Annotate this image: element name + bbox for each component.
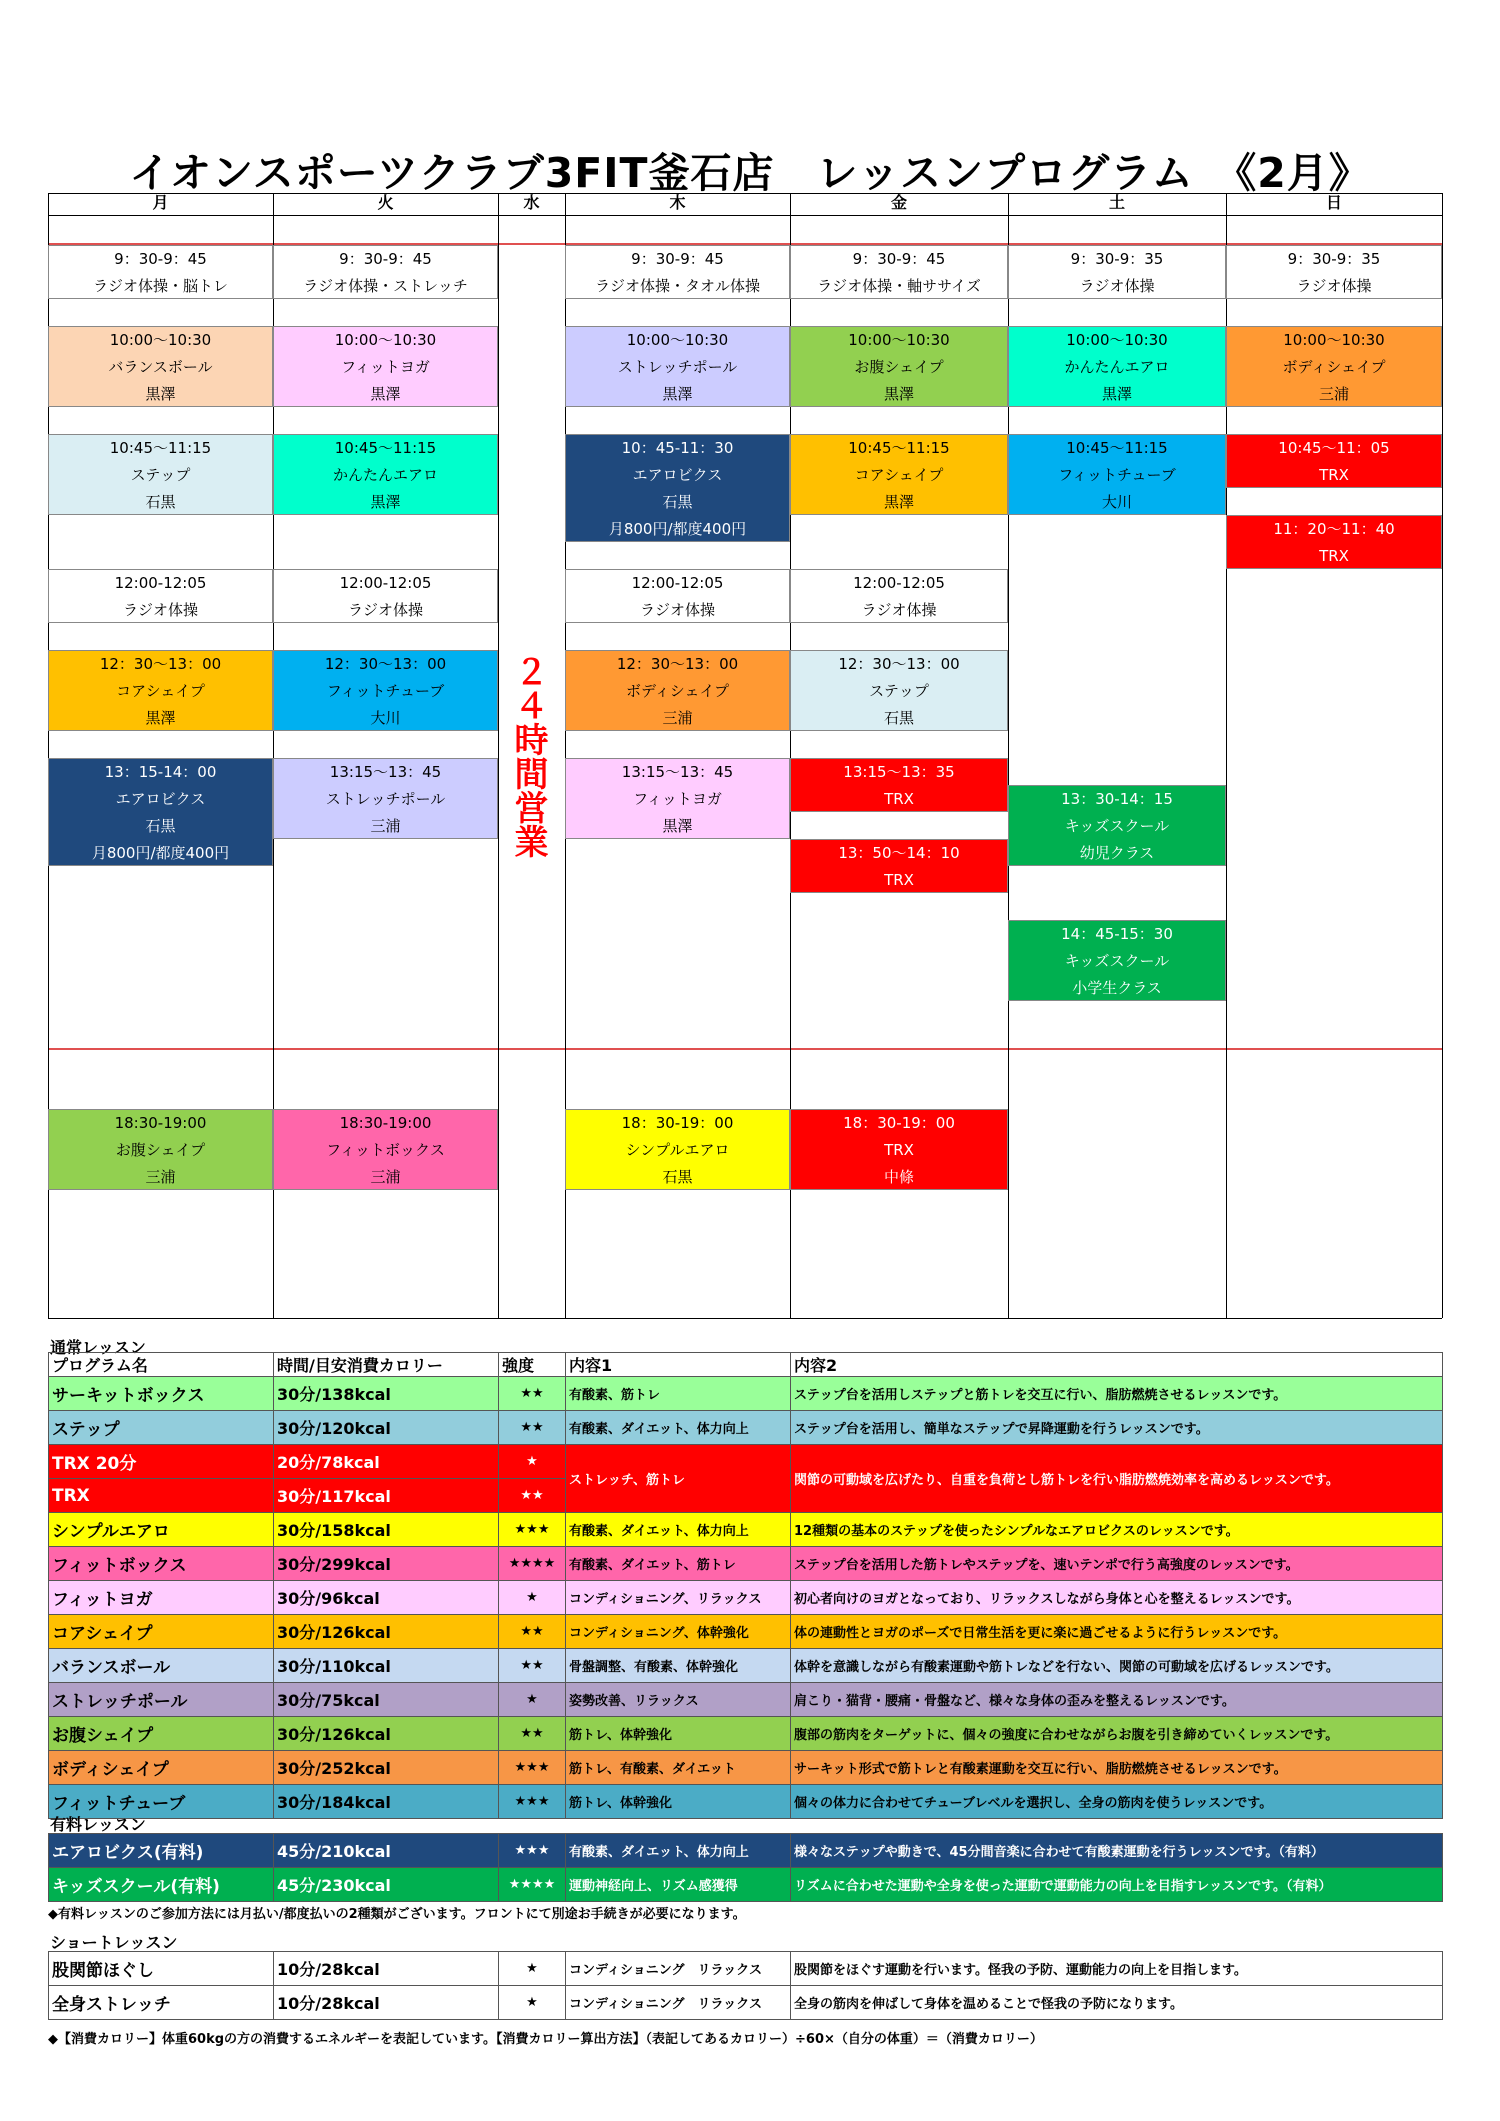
program-name: ストレッチポール bbox=[49, 1683, 274, 1717]
program-content-1: 運動神経向上、リズム感獲得 bbox=[566, 1868, 791, 1902]
lesson-name: フィットヨガ bbox=[633, 790, 722, 808]
lesson-name: ボディシェイプ bbox=[1282, 358, 1386, 376]
page-title: イオンスポーツクラブ3FIT釜石店 レッスンプログラム 《2月》 bbox=[129, 149, 1371, 197]
lesson-time: 14：45-15：30 bbox=[1061, 925, 1173, 943]
program-intensity: ★ bbox=[499, 1986, 566, 2020]
program-name: 股関節ほぐし bbox=[49, 1952, 274, 1986]
lesson-time: 12:00-12:05 bbox=[853, 574, 945, 592]
column-line bbox=[1442, 193, 1443, 1318]
day-header-1: 火 bbox=[377, 193, 394, 212]
lesson-time: 18:30-19:00 bbox=[114, 1114, 207, 1132]
wednesday-24h-notice bbox=[498, 653, 565, 863]
lesson-detail: 大川 bbox=[1101, 493, 1132, 511]
program-content-1: 骨盤調整、有酸素、体幹強化 bbox=[566, 1649, 791, 1683]
lesson-block[interactable] bbox=[273, 569, 498, 623]
lesson-detail: 石黒 bbox=[145, 493, 176, 511]
lesson-time: 10:45～11:15 bbox=[1066, 439, 1168, 457]
lesson-name: フィットチューブ bbox=[1058, 466, 1176, 484]
program-content-1: 有酸素、ダイエット、体力向上 bbox=[566, 1411, 791, 1445]
regular-lessons-label: 通常レッスン bbox=[50, 1338, 146, 1357]
notice-char: ２ bbox=[514, 653, 549, 693]
short-lessons-label: ショートレッスン bbox=[50, 1933, 178, 1952]
lesson-block[interactable] bbox=[790, 434, 1008, 515]
program-time-calories: 10分/28kcal bbox=[274, 1952, 499, 1986]
program-content-2: 初心者向けのヨガとなっており、リラックスしながら身体と心を整えるレッスンです。 bbox=[791, 1581, 1443, 1615]
program-row bbox=[49, 1986, 1443, 2020]
lesson-time: 9：30-9：45 bbox=[114, 250, 207, 268]
program-row bbox=[49, 1445, 1443, 1479]
weekly-schedule-grid bbox=[48, 193, 1442, 1318]
lesson-block[interactable] bbox=[48, 326, 273, 407]
lesson-detail: 小学生クラス bbox=[1072, 979, 1162, 997]
lesson-name: ラジオ体操 bbox=[639, 601, 715, 619]
program-name: TRX 20分 bbox=[49, 1445, 274, 1479]
program-content-1: 筋トレ、体幹強化 bbox=[566, 1785, 791, 1819]
lesson-time: 13:15～13：45 bbox=[621, 763, 734, 781]
lesson-detail: 三浦 bbox=[145, 1168, 176, 1186]
program-row bbox=[49, 1834, 1443, 1868]
program-name: コアシェイプ bbox=[49, 1615, 274, 1649]
notice-char: 時 bbox=[514, 721, 549, 761]
program-name: サーキットボックス bbox=[49, 1377, 274, 1411]
program-row bbox=[49, 1547, 1443, 1581]
lesson-block[interactable] bbox=[1226, 326, 1442, 407]
table-header-0: プログラム名 bbox=[49, 1353, 274, 1377]
day-header-3: 木 bbox=[669, 193, 686, 212]
lesson-block[interactable] bbox=[48, 758, 273, 866]
program-time-calories: 30分/138kcal bbox=[274, 1377, 499, 1411]
lesson-block[interactable] bbox=[1226, 434, 1442, 488]
lesson-block[interactable] bbox=[48, 434, 273, 515]
program-intensity: ★ bbox=[499, 1581, 566, 1615]
lesson-time: 18：30-19：00 bbox=[621, 1114, 734, 1132]
lesson-name: TRX bbox=[884, 1141, 914, 1159]
lesson-block[interactable] bbox=[565, 245, 790, 299]
lesson-detail: 黒澤 bbox=[370, 385, 401, 403]
lesson-time: 9：30-9：45 bbox=[339, 250, 432, 268]
lesson-time: 12:00-12:05 bbox=[339, 574, 432, 592]
lesson-name: フィットボックス bbox=[326, 1141, 445, 1159]
lesson-name: TRX bbox=[1319, 547, 1349, 565]
lesson-name: ラジオ体操・タオル体操 bbox=[594, 277, 760, 295]
program-content-2: 体幹を意識しながら有酸素運動や筋トレなどを行ない、関節の可動域を広げるレッスンです。 bbox=[791, 1649, 1443, 1683]
lesson-detail: 三浦 bbox=[662, 709, 693, 727]
lesson-name: ラジオ体操・軸ササイズ bbox=[817, 277, 981, 295]
lesson-time: 13：50～14：10 bbox=[838, 844, 960, 862]
lesson-name: TRX bbox=[884, 790, 914, 808]
lesson-block[interactable] bbox=[565, 434, 790, 542]
lesson-detail: 石黒 bbox=[662, 1168, 693, 1186]
lesson-block[interactable] bbox=[1226, 515, 1442, 569]
program-content-1: コンディショニング リラックス bbox=[566, 1952, 791, 1986]
program-time-calories: 30分/110kcal bbox=[274, 1649, 499, 1683]
lesson-time: 13：30-14：15 bbox=[1061, 790, 1173, 808]
program-row bbox=[49, 1952, 1443, 1986]
paid-lessons-label: 有料レッスン bbox=[50, 1815, 146, 1834]
program-intensity: ★★ bbox=[499, 1479, 566, 1513]
lesson-detail: 石黒 bbox=[883, 709, 914, 727]
program-time-calories: 20分/78kcal bbox=[274, 1445, 499, 1479]
program-row bbox=[49, 1785, 1443, 1819]
lesson-block[interactable] bbox=[565, 326, 790, 407]
program-intensity: ★★★★ bbox=[499, 1547, 566, 1581]
program-content-1: 有酸素、筋トレ bbox=[566, 1377, 791, 1411]
lesson-time: 12：30～13：00 bbox=[838, 655, 960, 673]
lesson-time: 9：30-9：35 bbox=[1287, 250, 1381, 268]
lesson-block[interactable] bbox=[48, 569, 273, 623]
day-header-5: 土 bbox=[1108, 193, 1125, 212]
short-lessons-table bbox=[48, 1951, 1443, 2020]
lesson-block[interactable] bbox=[1226, 245, 1442, 299]
program-content-2: ステップ台を活用し、簡単なステップで昇降運動を行うレッスンです。 bbox=[791, 1411, 1443, 1445]
lesson-name: ラジオ体操 bbox=[347, 601, 423, 619]
program-content-1: コンディショニング リラックス bbox=[566, 1986, 791, 2020]
program-time-calories: 30分/184kcal bbox=[274, 1785, 499, 1819]
lesson-block[interactable] bbox=[273, 326, 498, 407]
table-header-row bbox=[49, 1353, 1443, 1377]
lesson-time: 12：30～13：00 bbox=[324, 655, 447, 673]
notice-char: 営 bbox=[514, 789, 549, 829]
lesson-time: 10:00～10:30 bbox=[334, 331, 437, 349]
lesson-block[interactable] bbox=[48, 245, 273, 299]
lesson-block[interactable] bbox=[790, 569, 1008, 623]
program-row bbox=[49, 1615, 1443, 1649]
lesson-block[interactable] bbox=[790, 326, 1008, 407]
lesson-block[interactable] bbox=[1008, 326, 1226, 407]
table-header-1: 時間/目安消費カロリー bbox=[274, 1353, 499, 1377]
lesson-time: 10:00～10:30 bbox=[109, 331, 212, 349]
lesson-time: 12:00-12:05 bbox=[631, 574, 724, 592]
program-intensity: ★★★ bbox=[499, 1751, 566, 1785]
lesson-time: 10:45～11:15 bbox=[334, 439, 437, 457]
program-row bbox=[49, 1868, 1443, 1902]
lesson-detail: 黒澤 bbox=[1101, 385, 1132, 403]
program-row bbox=[49, 1717, 1443, 1751]
program-content-1: 有酸素、ダイエット、体力向上 bbox=[566, 1834, 791, 1868]
program-name: TRX bbox=[49, 1479, 274, 1513]
calorie-footnote: ◆【消費カロリー】体重60kgの方の消費するエネルギーを表記しています。【消費カロリー算出方法】（表記してあるカロリー）÷60×（自分の体重）＝（消費カロリー） bbox=[48, 2032, 1043, 2047]
notice-char: 業 bbox=[514, 823, 549, 863]
program-intensity: ★★ bbox=[499, 1615, 566, 1649]
program-content-2: 腹部の筋肉をターゲットに、個々の強度に合わせながらお腹を引き締めていくレッスンです。 bbox=[791, 1717, 1443, 1751]
lesson-name: ステップ bbox=[869, 682, 929, 700]
program-content-2: 関節の可動域を広げたり、自重を負荷とし筋トレを行い脂肪燃焼効率を高めるレッスンです。 bbox=[791, 1445, 1443, 1513]
lesson-time: 12：30～13：00 bbox=[616, 655, 739, 673]
table-header-2: 強度 bbox=[499, 1353, 566, 1377]
lesson-detail: 黒澤 bbox=[883, 493, 914, 511]
lesson-time: 10:00～10:30 bbox=[1066, 331, 1168, 349]
grid-bottom-border bbox=[48, 1318, 1442, 1319]
lesson-name: エアロビクス bbox=[632, 466, 723, 484]
lesson-detail: 黒澤 bbox=[662, 817, 693, 835]
lesson-detail: 中條 bbox=[883, 1168, 914, 1186]
lesson-detail: 黒澤 bbox=[370, 493, 401, 511]
program-content-2: 12種類の基本のステップを使ったシンプルなエアロビクスのレッスンです。 bbox=[791, 1513, 1443, 1547]
program-intensity: ★ bbox=[499, 1952, 566, 1986]
lesson-name: かんたんエアロ bbox=[1064, 358, 1170, 376]
lesson-name: ストレッチポール bbox=[325, 790, 446, 808]
lesson-detail: 黒澤 bbox=[883, 385, 914, 403]
program-intensity: ★★★★ bbox=[499, 1868, 566, 1902]
lesson-name: ボディシェイプ bbox=[625, 682, 730, 700]
lesson-block[interactable] bbox=[1008, 245, 1226, 299]
program-intensity: ★★★ bbox=[499, 1785, 566, 1819]
lesson-name: お腹シェイプ bbox=[115, 1141, 206, 1159]
program-name: バランスボール bbox=[49, 1649, 274, 1683]
lesson-name: ラジオ体操 bbox=[1079, 277, 1155, 295]
lesson-time: 10:45～11:15 bbox=[848, 439, 950, 457]
program-content-2: サーキット形式で筋トレと有酸素運動を交互に行い、脂肪燃焼させるレッスンです。 bbox=[791, 1751, 1443, 1785]
regular-lessons-table bbox=[48, 1352, 1443, 1819]
lesson-name: かんたんエアロ bbox=[332, 466, 438, 484]
program-intensity: ★★★ bbox=[499, 1513, 566, 1547]
program-row bbox=[49, 1649, 1443, 1683]
program-time-calories: 30分/126kcal bbox=[274, 1615, 499, 1649]
lesson-name: バランスボール bbox=[108, 358, 213, 376]
lesson-block[interactable] bbox=[790, 839, 1008, 893]
lesson-time: 18:30-19:00 bbox=[339, 1114, 432, 1132]
lesson-detail: 幼児クラス bbox=[1079, 844, 1155, 862]
lesson-detail: 黒澤 bbox=[145, 709, 176, 727]
paid-lessons-note: ◆有料レッスンのご参加方法には月払い/都度払いの2種類がございます。フロントにて別途お手続きが必要になります。 bbox=[48, 1907, 746, 1922]
program-content-2: 全身の筋肉を伸ばして身体を温めることで怪我の予防になります。 bbox=[791, 1986, 1443, 2020]
program-content-2: ステップ台を活用しステップと筋トレを交互に行い、脂肪燃焼させるレッスンです。 bbox=[791, 1377, 1443, 1411]
lesson-time: 9：30-9：35 bbox=[1070, 250, 1164, 268]
lesson-name: コアシェイプ bbox=[116, 682, 205, 700]
program-name: ステップ bbox=[49, 1411, 274, 1445]
program-name: お腹シェイプ bbox=[49, 1717, 274, 1751]
program-intensity: ★ bbox=[499, 1445, 566, 1479]
program-time-calories: 45分/210kcal bbox=[274, 1834, 499, 1868]
day-header-divider bbox=[48, 215, 1442, 216]
program-intensity: ★ bbox=[499, 1683, 566, 1717]
lesson-name: ラジオ体操 bbox=[122, 601, 198, 619]
lesson-detail: 石黒 bbox=[145, 817, 176, 835]
program-content-1: 姿勢改善、リラックス bbox=[566, 1683, 791, 1717]
program-row bbox=[49, 1581, 1443, 1615]
program-content-1: 有酸素、ダイエット、体力向上 bbox=[566, 1513, 791, 1547]
lesson-name: ラジオ体操・脳トレ bbox=[92, 277, 228, 295]
day-header-6: 日 bbox=[1325, 193, 1342, 212]
lesson-block[interactable] bbox=[273, 245, 498, 299]
program-time-calories: 30分/158kcal bbox=[274, 1513, 499, 1547]
program-time-calories: 45分/230kcal bbox=[274, 1868, 499, 1902]
program-name: ボディシェイプ bbox=[49, 1751, 274, 1785]
lesson-time: 13:15～13：45 bbox=[329, 763, 442, 781]
program-name: エアロビクス(有料) bbox=[49, 1834, 274, 1868]
lesson-block[interactable] bbox=[565, 758, 790, 839]
lesson-detail: 月800円/都度400円 bbox=[608, 520, 747, 538]
table-header-3: 内容1 bbox=[566, 1353, 791, 1377]
lesson-name: フィットチューブ bbox=[326, 682, 445, 700]
lesson-name: TRX bbox=[1319, 466, 1349, 484]
day-header-4: 金 bbox=[890, 193, 907, 212]
program-row bbox=[49, 1513, 1443, 1547]
lesson-block[interactable] bbox=[565, 650, 790, 731]
lesson-time: 10:45～11：05 bbox=[1278, 439, 1390, 457]
program-intensity: ★★ bbox=[499, 1411, 566, 1445]
lesson-name: エアロビクス bbox=[115, 790, 206, 808]
program-name: 全身ストレッチ bbox=[49, 1986, 274, 2020]
lesson-time: 9：30-9：45 bbox=[631, 250, 724, 268]
program-content-2: ステップ台を活用した筋トレやステップを、速いテンポで行う高強度のレッスンです。 bbox=[791, 1547, 1443, 1581]
program-name: シンプルエアロ bbox=[49, 1513, 274, 1547]
program-time-calories: 30分/120kcal bbox=[274, 1411, 499, 1445]
program-time-calories: 10分/28kcal bbox=[274, 1986, 499, 2020]
program-time-calories: 30分/117kcal bbox=[274, 1479, 499, 1513]
program-intensity: ★★ bbox=[499, 1717, 566, 1751]
lesson-detail: 三浦 bbox=[370, 817, 401, 835]
lesson-name: ストレッチポール bbox=[617, 358, 738, 376]
program-row bbox=[49, 1377, 1443, 1411]
lesson-time: 18：30-19：00 bbox=[843, 1114, 955, 1132]
lesson-detail: 三浦 bbox=[1318, 385, 1349, 403]
table-header-4: 内容2 bbox=[791, 1353, 1443, 1377]
lesson-time: 10：45-11：30 bbox=[621, 439, 734, 457]
lesson-name: TRX bbox=[884, 871, 914, 889]
lesson-detail: 三浦 bbox=[370, 1168, 401, 1186]
program-content-1: コンディショニング、リラックス bbox=[566, 1581, 791, 1615]
program-time-calories: 30分/75kcal bbox=[274, 1683, 499, 1717]
program-time-calories: 30分/126kcal bbox=[274, 1717, 499, 1751]
program-content-2: 様々なステップや動きで、45分間音楽に合わせて有酸素運動を行うレッスンです。（有料） bbox=[791, 1834, 1443, 1868]
program-name: フィットヨガ bbox=[49, 1581, 274, 1615]
lesson-block[interactable] bbox=[1008, 920, 1226, 1001]
lesson-block[interactable] bbox=[565, 569, 790, 623]
evening-red-line bbox=[48, 1048, 1442, 1050]
lesson-name: ステップ bbox=[130, 466, 191, 484]
program-intensity: ★★ bbox=[499, 1649, 566, 1683]
lesson-name: フィットヨガ bbox=[341, 358, 430, 376]
notice-char: ４ bbox=[514, 687, 549, 727]
lesson-time: 13:15～13：35 bbox=[843, 763, 955, 781]
program-content-2: 体の連動性とヨガのポーズで日常生活を更に楽に過ごせるように行うレッスンです。 bbox=[791, 1615, 1443, 1649]
program-time-calories: 30分/299kcal bbox=[274, 1547, 499, 1581]
program-content-1: 筋トレ、体幹強化 bbox=[566, 1717, 791, 1751]
lesson-time: 9：30-9：45 bbox=[852, 250, 946, 268]
program-intensity: ★★ bbox=[499, 1377, 566, 1411]
day-header-0: 月 bbox=[152, 193, 169, 212]
lesson-block[interactable] bbox=[273, 1109, 498, 1190]
lesson-block[interactable] bbox=[48, 1109, 273, 1190]
lesson-time: 10:45～11:15 bbox=[109, 439, 212, 457]
lesson-block[interactable] bbox=[273, 650, 498, 731]
lesson-block[interactable] bbox=[1008, 434, 1226, 515]
lesson-name: ラジオ体操 bbox=[861, 601, 937, 619]
program-content-1: コンディショニング、体幹強化 bbox=[566, 1615, 791, 1649]
program-content-1: 筋トレ、有酸素、ダイエット bbox=[566, 1751, 791, 1785]
lesson-block[interactable] bbox=[1008, 785, 1226, 866]
lesson-name: コアシェイプ bbox=[854, 466, 944, 484]
lesson-name: キッズスクール bbox=[1064, 952, 1170, 970]
program-name: フィットチューブ bbox=[49, 1785, 274, 1819]
lesson-name: ラジオ体操 bbox=[1296, 277, 1372, 295]
lesson-block[interactable] bbox=[273, 758, 498, 839]
program-time-calories: 30分/96kcal bbox=[274, 1581, 499, 1615]
lesson-detail: 月800円/都度400円 bbox=[91, 844, 230, 862]
program-content-1: ストレッチ、筋トレ bbox=[566, 1445, 791, 1513]
notice-char: 間 bbox=[514, 755, 549, 795]
lesson-name: お腹シェイプ bbox=[854, 358, 944, 376]
lesson-time: 10:00～10:30 bbox=[848, 331, 950, 349]
program-name: キッズスクール(有料) bbox=[49, 1868, 274, 1902]
lesson-block[interactable] bbox=[790, 758, 1008, 812]
day-header-2: 水 bbox=[523, 193, 540, 212]
lesson-detail: 黒澤 bbox=[662, 385, 693, 403]
lesson-detail: 大川 bbox=[370, 709, 401, 727]
program-content-2: 肩こり・猫背・腰痛・骨盤など、様々な身体の歪みを整えるレッスンです。 bbox=[791, 1683, 1443, 1717]
program-row bbox=[49, 1751, 1443, 1785]
program-row bbox=[49, 1411, 1443, 1445]
lesson-name: ラジオ体操・ストレッチ bbox=[303, 277, 468, 295]
lesson-block[interactable] bbox=[565, 1109, 790, 1190]
paid-lessons-table bbox=[48, 1833, 1443, 1902]
lesson-block[interactable] bbox=[790, 650, 1008, 731]
lesson-name: キッズスクール bbox=[1064, 817, 1170, 835]
lesson-time: 12：30～13：00 bbox=[99, 655, 222, 673]
lesson-block[interactable] bbox=[790, 245, 1008, 299]
lesson-detail: 黒澤 bbox=[145, 385, 176, 403]
program-intensity: ★★★ bbox=[499, 1834, 566, 1868]
lesson-time: 13：15-14：00 bbox=[104, 763, 217, 781]
lesson-time: 11：20～11：40 bbox=[1273, 520, 1395, 538]
program-content-2: リズムに合わせた運動や全身を使った運動で運動能力の向上を目指すレッスンです。（有料） bbox=[791, 1868, 1443, 1902]
lesson-time: 12:00-12:05 bbox=[114, 574, 207, 592]
program-content-2: 股関節をほぐす運動を行います。怪我の予防、運動能力の向上を目指します。 bbox=[791, 1952, 1443, 1986]
lesson-detail: 石黒 bbox=[662, 493, 693, 511]
program-name: フィットボックス bbox=[49, 1547, 274, 1581]
program-content-2: 個々の体力に合わせてチューブレベルを選択し、全身の筋肉を使うレッスンです。 bbox=[791, 1785, 1443, 1819]
lesson-block[interactable] bbox=[790, 1109, 1008, 1190]
program-row bbox=[49, 1683, 1443, 1717]
lesson-block[interactable] bbox=[48, 650, 273, 731]
lesson-time: 10:00～10:30 bbox=[626, 331, 729, 349]
lesson-time: 10:00～10:30 bbox=[1283, 331, 1385, 349]
program-content-1: 有酸素、ダイエット、筋トレ bbox=[566, 1547, 791, 1581]
program-time-calories: 30分/252kcal bbox=[274, 1751, 499, 1785]
lesson-name: シンプルエアロ bbox=[625, 1141, 730, 1159]
lesson-block[interactable] bbox=[273, 434, 498, 515]
